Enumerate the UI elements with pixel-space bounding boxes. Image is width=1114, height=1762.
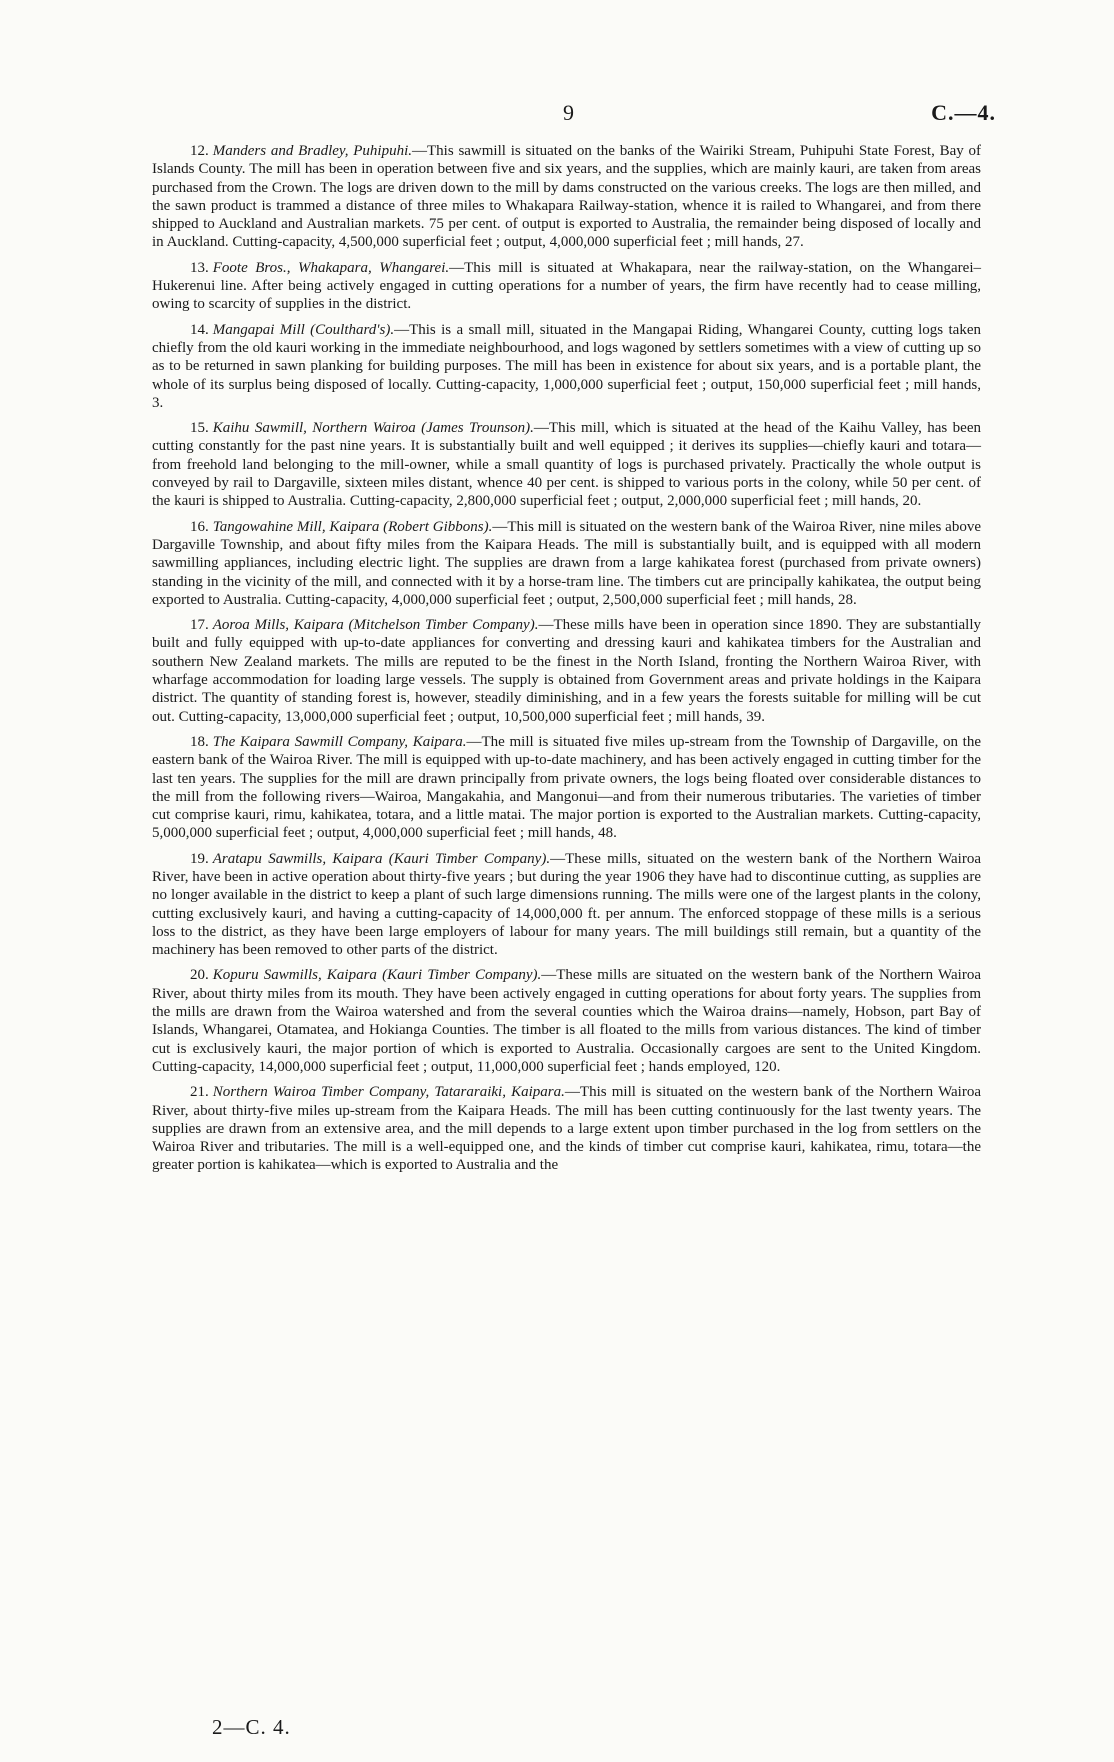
entry-number: 19. bbox=[190, 850, 209, 867]
entry-title: Northern Wairoa Timber Company, Tatararaiki, Kaipara. bbox=[212, 1084, 565, 1101]
signature-mark: 2—C. 4. bbox=[212, 1715, 291, 1739]
entry-text: —This is a small mill, situated in the Mangapai Riding, Whangarei County, cutting logs taken chiefly from the old kauri working in the immediate neighbourhood, and logs wagoned by settlers sometimes with a view of cutting up so as to be returned in sawn planking for building purposes. The mill has been in existence for about six years, and is a portable plant, the whole of its surplus being disposed of locally. Cutting-capacity, 1,000,000 superficial feet ; output, 150,000 superficial feet ; mill hands, 3. bbox=[152, 321, 981, 411]
entry-title: Manders and Bradley, Puhipuhi. bbox=[212, 143, 413, 159]
mill-entry bbox=[152, 518, 981, 609]
entry-title: Aoroa Mills, Kaipara (Mitchelson Timber Company). bbox=[212, 617, 539, 634]
entry-text: —This mill is situated on the western bank of the Wairoa River, nine miles above Dargaville Township, and about fifty miles from the Kaipara Heads. The mill is substantially built, and is equipped with all modern sawmilling appliances, including electric light. The supplies are drawn from a large kahikatea forest (purchased from private owners) standing in the vicinity of the mill, and connected with it by a horse-tram line. The timbers cut are principally kahikatea, the output being exported to Australia. Cutting-capacity, 4,000,000 superficial feet ; output, 2,500,000 superficial feet ; mill hands, 28. bbox=[152, 518, 981, 608]
body-text bbox=[152, 142, 981, 1182]
mill-entry bbox=[152, 419, 981, 510]
entry-number: 16. bbox=[190, 518, 209, 535]
page-number: 9 bbox=[563, 100, 574, 125]
entry-text: —This mill is situated on the western bank of the Northern Wairoa River, about thirty-five miles up-stream from the Kaipara Heads. The mill has been cutting continuously for the last twenty years. The supplies are drawn from an extensive area, and the mill depends to a large extent upon timber purchased in the log from settlers on the Wairoa River and tributaries. The mill is a well-equipped one, and the kinds of timber cut comprise kauri, kahikatea, rimu, totara—the greater portion is kahikatea—which is exported to Australia and the bbox=[152, 1084, 982, 1174]
entry-text: —This mill, which is situated at the head of the Kaihu Valley, has been cutting constantly for the past nine years. It is substantially built and well equipped ; it derives its supplies—chiefly kauri and totara—from freehold land belonging to the mill-owner, while a small quantity of logs is purchased privately. Practically the whole output is conveyed by rail to Dargaville, sixteen miles distant, whence 40 per cent. is shipped to various ports in the colony, while 50 per cent. of the kauri is shipped to Australia. Cutting-capacity, 2,800,000 superficial feet ; output, 2,000,000 superficial feet ; mill hands, 20. bbox=[152, 420, 981, 510]
entry-title: Kopuru Sawmills, Kaipara (Kauri Timber Company). bbox=[212, 967, 542, 984]
page-header bbox=[0, 100, 1114, 130]
entry-text: —These mills are situated on the western bank of the Northern Wairoa River, about thirty miles from its mouth. They have been actively engaged in cutting operations for about forty years. The supplies from the mills are drawn from the Wairoa watershed and from the several counties which the Wairoa drains—namely, Hobson, part Bay of Islands, Whangarei, Otamatea, and Hokianga Counties. The timber is all floated to the mills from various distances. The kind of timber cut is exclusively kauri, the major portion of which is exported to Australia. Occasionally cargoes are sent to the United Kingdom. Cutting-capacity, 14,000,000 superficial feet ; output, 11,000,000 superficial feet ; hands employed, 120. bbox=[152, 967, 981, 1075]
entry-number: 17. bbox=[190, 617, 209, 634]
entry-title: Mangapai Mill (Coulthard's). bbox=[212, 321, 395, 338]
entry-number: 15. bbox=[190, 420, 209, 437]
mill-entry bbox=[152, 321, 981, 412]
mill-entry bbox=[152, 733, 981, 843]
mill-entry bbox=[152, 259, 981, 314]
entry-title: Aratapu Sawmills, Kaipara (Kauri Timber Company). bbox=[212, 850, 551, 867]
entry-title: The Kaipara Sawmill Company, Kaipara. bbox=[212, 733, 467, 750]
entry-number: 18. bbox=[190, 733, 209, 750]
entry-title: Tangowahine Mill, Kaipara (Robert Gibbons). bbox=[212, 518, 493, 535]
mill-entry bbox=[152, 142, 981, 252]
entry-number: 21. bbox=[190, 1084, 209, 1101]
entry-number: 13. bbox=[190, 259, 209, 276]
entry-title: Foote Bros., Whakapara, Whangarei. bbox=[212, 259, 450, 276]
entry-text: —The mill is situated five miles up-stream from the Township of Dargaville, on the eastern bank of the Wairoa River. The mill is equipped with up-to-date machinery, and has been actively engaged in cutting timber for the last ten years. The supplies for the mill are drawn principally from private owners, the logs being floated over considerable distances to the mill from the following rivers—Wairoa, Mangakahia, and Mangonui—and from their numerous tributaries. The varieties of timber cut comprise kauri, rimu, kahikatea, totara, and a little matai. The major portion is exported to the Australian markets. Cutting-capacity, 5,000,000 superficial feet ; output, 4,000,000 superficial feet ; mill hands, 48. bbox=[152, 733, 981, 842]
entry-text: —This mill is situated at Whakapara, near the railway-station, on the Whangarei–Hukerenui line. After being actively engaged in cutting operations for a number of years, the firm have recently had to cease milling, owing to scarcity of supplies in the district. bbox=[152, 259, 981, 313]
mill-entry bbox=[152, 850, 981, 960]
mill-entry bbox=[152, 1083, 981, 1174]
mill-entry bbox=[152, 616, 981, 726]
entry-number: 12. bbox=[190, 143, 209, 159]
mill-entry bbox=[152, 966, 981, 1076]
entry-text: —This sawmill is situated on the banks of the Wairiki Stream, Puhipuhi State Forest, Bay of Islands County. The mill has been in operation between five and six years, and the supplies, which are mainly kauri, are taken from areas purchased from the Crown. The logs are driven down to the mill by dams constructed on the various creeks. The logs are then milled, and the sawn product is trammed a distance of three miles to Whakapara Railway-station, whence it is railed to Whangarei, and from there shipped to Auckland and Australian markets. 75 per cent. of output is exported to Australia, the remainder being disposed of locally and in Auckland. Cutting-capacity, 4,500,000 superficial feet ; output, 4,000,000 superficial feet ; mill hands, 27. bbox=[152, 143, 982, 251]
document-reference: C.—4. bbox=[931, 100, 996, 125]
entry-title: Kaihu Sawmill, Northern Wairoa (James Trounson). bbox=[212, 420, 534, 437]
entry-number: 20. bbox=[190, 967, 209, 984]
entry-text: —These mills have been in operation since 1890. They are substantially built and fully equipped with up-to-date appliances for converting and dressing kauri and kahikatea timbers for the Australian and southern New Zealand markets. The mills are reputed to be the finest in the North Island, fronting the Northern Wairoa River, with wharfage accommodation for loading large vessels. The supply is obtained from Government areas and private holdings in the Kaipara district. The quantity of standing forest is, however, steadily diminishing, and in a few years the forests suitable for milling will be cut out. Cutting-capacity, 13,000,000 superficial feet ; output, 10,500,000 superficial feet ; mill hands, 39. bbox=[152, 617, 981, 725]
entry-text: —These mills, situated on the western bank of the Northern Wairoa River, have been in active operation about thirty-five years ; but during the year 1906 they have had to discontinue cutting, as supplies are no longer available in the district to keep a plant of such large dimensions running. The mills were one of the largest plants in the colony, cutting exclusively kauri, and having a cutting-capacity of 14,000,000 ft. per annum. The enforced stoppage of these mills is a serious loss to the district, as they have been large employers of labour for many years. The mill buildings still remain, but a quantity of the machinery has been removed to other parts of the district. bbox=[152, 850, 981, 959]
entry-number: 14. bbox=[190, 321, 209, 338]
